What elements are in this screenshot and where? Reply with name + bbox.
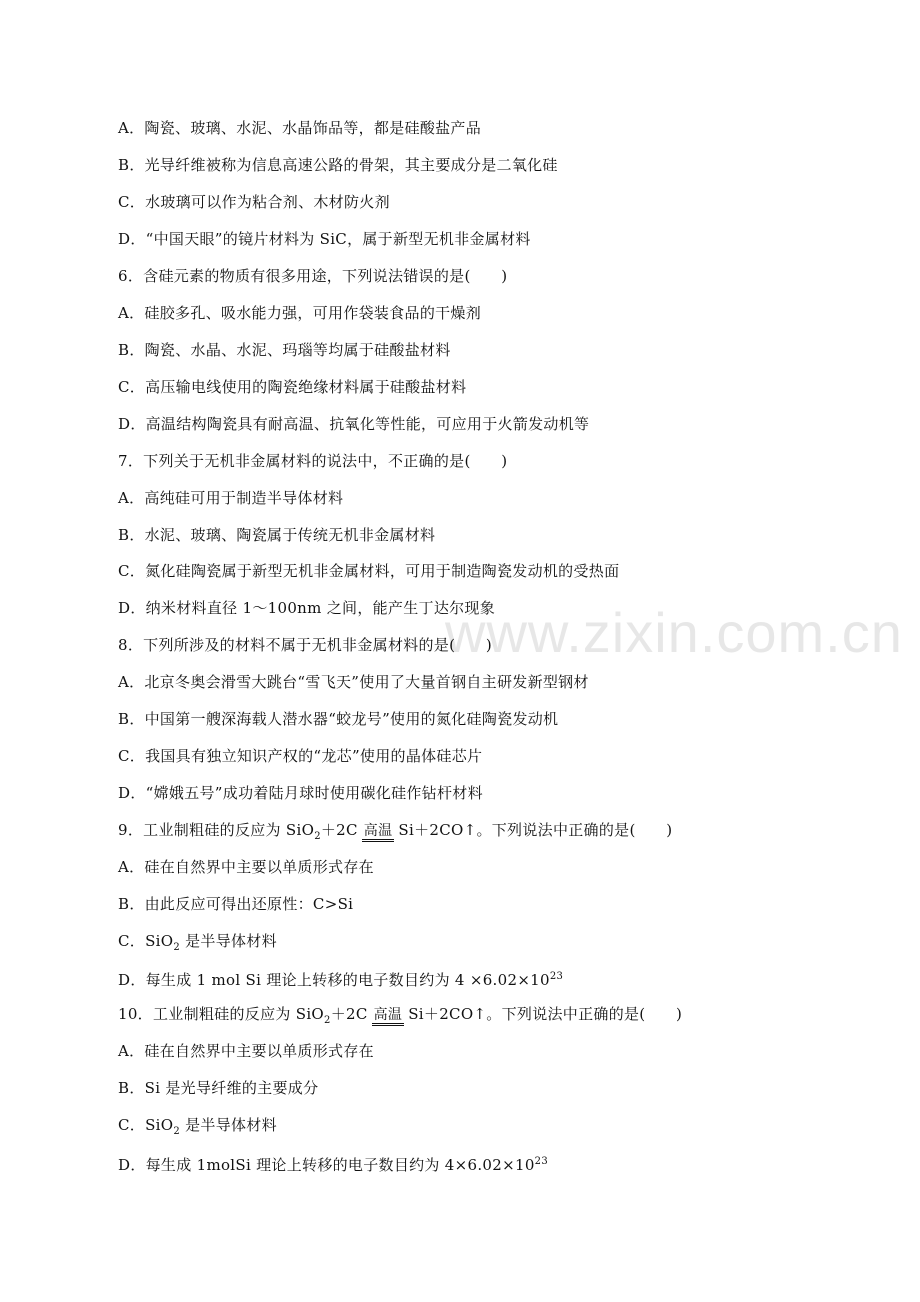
q9-option-d-superscript: 23 <box>549 971 564 982</box>
q10-option-d-superscript: 23 <box>534 1156 548 1167</box>
q9-option-d-pre: D．每生成 1 mol Si 理论上转移的电子数目约为 4 ×6.02×10 <box>118 971 550 989</box>
q7-option-d: D．纳米材料直径 1～100nm 之间，能产生丁达尔现象 <box>118 599 496 617</box>
q5-option-a: A．陶瓷、玻璃、水泥、水晶饰品等，都是硅酸盐产品 <box>118 119 482 137</box>
q10-reaction-condition: 高温 <box>373 1007 403 1023</box>
q10-stem-mid: ＋2C <box>330 1005 368 1023</box>
q10-stem-post: Si＋2CO↑。下列说法中正确的是( ) <box>408 1005 683 1023</box>
q8-option-a: A．北京冬奥会滑雪大跳台“雪飞天”使用了大量首钢自主研发新型钢材 <box>118 673 589 691</box>
q9-stem-subscript: 2 <box>314 831 321 842</box>
q10-option-b: B．Si 是光导纤维的主要成分 <box>118 1079 319 1097</box>
q5-option-c: C．水玻璃可以作为粘合剂、木材防火剂 <box>118 193 390 211</box>
q9-option-d <box>118 967 563 989</box>
q9-option-a: A．硅在自然界中主要以单质形式存在 <box>118 858 374 876</box>
q9-option-c <box>118 931 277 953</box>
q10-option-d <box>118 1152 548 1174</box>
q7-stem: 7．下列关于无机非金属材料的说法中，不正确的是( ) <box>118 452 508 470</box>
q9-option-c-post: 是半导体材料 <box>180 932 277 950</box>
q10-option-c-post: 是半导体材料 <box>180 1116 277 1134</box>
q10-stem <box>118 1004 682 1026</box>
q5-option-d: D．“中国天眼”的镜片材料为 SiC，属于新型无机非金属材料 <box>118 230 531 248</box>
q6-option-c: C．高压输电线使用的陶瓷绝缘材料属于硅酸盐材料 <box>118 378 467 396</box>
q6-option-d: D．高温结构陶瓷具有耐高温、抗氧化等性能，可应用于火箭发动机等 <box>118 415 590 433</box>
q8-option-d: D．“嫦娥五号”成功着陆月球时使用碳化硅作钻杆材料 <box>118 784 483 802</box>
q9-stem <box>118 820 672 842</box>
q9-option-c-subscript: 2 <box>173 942 181 953</box>
q9-reaction-condition: 高温 <box>363 823 393 839</box>
q7-option-b: B．水泥、玻璃、陶瓷属于传统无机非金属材料 <box>118 526 436 544</box>
q9-option-c-pre: C．SiO <box>118 932 174 950</box>
q9-stem-post: Si＋2CO↑。下列说法中正确的是( ) <box>398 821 673 839</box>
q6-stem: 6．含硅元素的物质有很多用途，下列说法错误的是( ) <box>118 267 508 285</box>
watermark: www.zixin.com.cn <box>445 601 903 664</box>
q10-stem-subscript: 2 <box>324 1015 331 1026</box>
q6-option-a: A．硅胶多孔、吸水能力强，可用作袋装食品的干燥剂 <box>118 304 482 322</box>
q8-stem: 8．下列所涉及的材料不属于无机非金属材料的是( ) <box>118 636 493 654</box>
q7-option-c: C．氮化硅陶瓷属于新型无机非金属材料，可用于制造陶瓷发动机的受热面 <box>118 562 620 580</box>
q6-option-b: B．陶瓷、水晶、水泥、玛瑙等均属于硅酸盐材料 <box>118 341 451 359</box>
q7-option-a: A．高纯硅可用于制造半导体材料 <box>118 489 344 507</box>
q10-option-c-subscript: 2 <box>173 1126 181 1137</box>
q9-option-b: B．由此反应可得出还原性：C>Si <box>118 895 354 913</box>
q9-stem-mid: ＋2C <box>320 821 358 839</box>
q8-option-b: B．中国第一艘深海载人潜水器“蛟龙号”使用的氮化硅陶瓷发动机 <box>118 710 559 728</box>
q10-option-c <box>118 1115 277 1137</box>
q10-option-c-pre: C．SiO <box>118 1116 174 1134</box>
q10-option-d-pre: D．每生成 1molSi 理论上转移的电子数目约为 4×6.02×10 <box>118 1156 535 1174</box>
q8-option-c: C．我国具有独立知识产权的“龙芯”使用的晶体硅芯片 <box>118 747 483 765</box>
q5-option-b: B．光导纤维被称为信息高速公路的骨架，其主要成分是二氧化硅 <box>118 156 558 174</box>
q9-stem-pre: 9．工业制粗硅的反应为 SiO <box>118 821 315 839</box>
q10-option-a: A．硅在自然界中主要以单质形式存在 <box>118 1042 374 1060</box>
q10-stem-pre: 10．工业制粗硅的反应为 SiO <box>118 1005 325 1023</box>
